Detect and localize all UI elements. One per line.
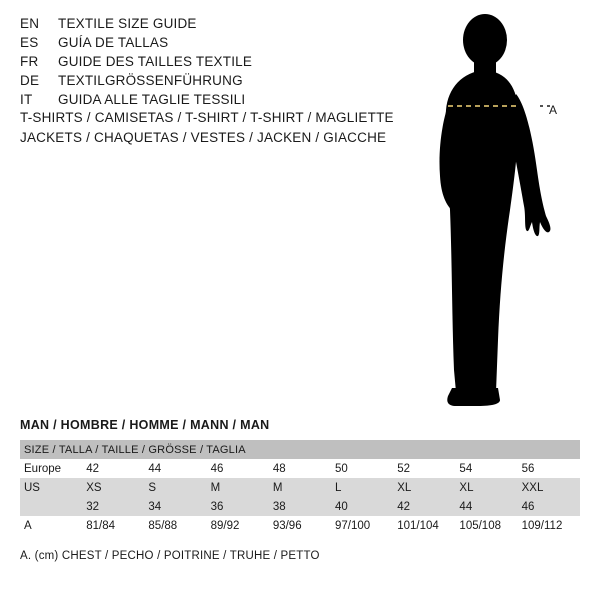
cell-value: 97/100 — [331, 516, 393, 535]
cell-value: 54 — [455, 459, 517, 478]
cell-value: 40 — [331, 497, 393, 516]
row-label: A — [20, 516, 82, 535]
language-code: IT — [20, 92, 33, 107]
language-code: DE — [20, 73, 40, 88]
cell-value: 44 — [455, 497, 517, 516]
language-text: GUIDA ALLE TAGLIE TESSILI — [58, 92, 246, 107]
cell-value: 56 — [518, 459, 580, 478]
table-group-title: MAN / HOMBRE / HOMME / MANN / MAN — [20, 418, 270, 432]
language-code: FR — [20, 54, 39, 69]
category-list — [20, 110, 440, 150]
table-footnote: A. (cm) CHEST / PECHO / POITRINE / TRUHE / PETTO — [20, 550, 320, 562]
row-label: US — [20, 478, 82, 497]
cell-value: 36 — [207, 497, 269, 516]
chest-measure-label: A — [549, 103, 558, 117]
language-row — [20, 73, 380, 92]
cell-value: 42 — [393, 497, 455, 516]
cell-value: 93/96 — [269, 516, 331, 535]
language-row — [20, 35, 380, 54]
cell-value: 81/84 — [82, 516, 144, 535]
cell-value: XXL — [518, 478, 580, 497]
cell-value: XL — [455, 478, 517, 497]
row-label: Europe — [20, 459, 82, 478]
cell-value: L — [331, 478, 393, 497]
cell-value: M — [207, 478, 269, 497]
category-jackets: JACKETS / CHAQUETAS / VESTES / JACKEN / GIACCHE — [20, 130, 387, 145]
cell-value: M — [269, 478, 331, 497]
cell-value: 89/92 — [207, 516, 269, 535]
cell-value: 34 — [144, 497, 206, 516]
cell-value: 101/104 — [393, 516, 455, 535]
male-silhouette-icon — [400, 10, 600, 410]
cell-value: S — [144, 478, 206, 497]
table-row — [20, 497, 580, 516]
cell-value: 52 — [393, 459, 455, 478]
cell-value: 42 — [82, 459, 144, 478]
size-table — [20, 440, 580, 535]
row-label — [20, 497, 82, 516]
cell-value: 44 — [144, 459, 206, 478]
cell-value: XS — [82, 478, 144, 497]
cell-value: 38 — [269, 497, 331, 516]
language-code: EN — [20, 16, 40, 31]
language-text: TEXTILGRÖSSENFÜHRUNG — [58, 73, 243, 88]
table-header-row — [20, 440, 580, 459]
table-row — [20, 478, 580, 497]
cell-value: 105/108 — [455, 516, 517, 535]
cell-value: XL — [393, 478, 455, 497]
language-list — [20, 16, 380, 111]
cell-value: 50 — [331, 459, 393, 478]
size-table-wrapper — [20, 440, 580, 535]
cell-value: 109/112 — [518, 516, 580, 535]
language-text: GUIDE DES TAILLES TEXTILE — [58, 54, 253, 69]
male-figure-illustration — [400, 10, 600, 410]
table-row — [20, 516, 580, 535]
table-header-label: SIZE / TALLA / TAILLE / GRÖSSE / TAGLIA — [20, 440, 580, 459]
language-row — [20, 54, 380, 73]
language-code: ES — [20, 35, 39, 50]
language-text: GUÍA DE TALLAS — [58, 35, 169, 50]
table-row — [20, 459, 580, 478]
language-row — [20, 92, 380, 111]
cell-value: 48 — [269, 459, 331, 478]
language-row — [20, 16, 380, 35]
category-tshirts: T-SHIRTS / CAMISETAS / T-SHIRT / T-SHIRT / MAGLIETTE — [20, 110, 394, 125]
language-text: TEXTILE SIZE GUIDE — [58, 16, 197, 31]
cell-value: 32 — [82, 497, 144, 516]
cell-value: 46 — [518, 497, 580, 516]
cell-value: 46 — [207, 459, 269, 478]
cell-value: 85/88 — [144, 516, 206, 535]
